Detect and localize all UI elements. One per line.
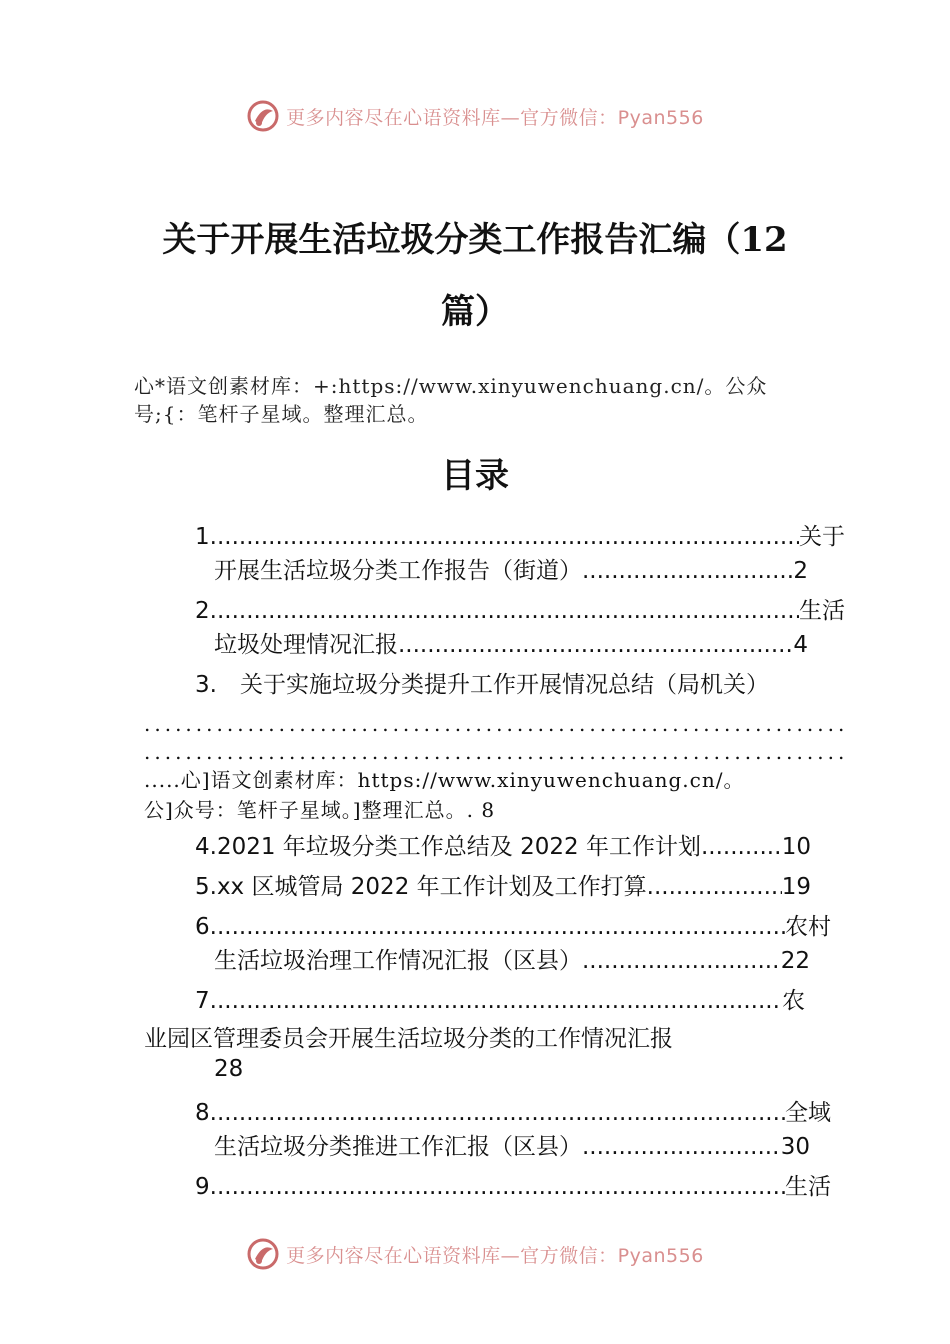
toc-item-3-note: .....心]语文创素材库：https://www.xinyuwenchuang.cn/。 xyxy=(144,768,745,792)
toc-item-6-cont[interactable]: 生活垃圾治理工作情况汇报（区县） ..... 22 xyxy=(214,942,810,974)
source-note xyxy=(134,372,854,428)
wechat-id: Pyan556 xyxy=(617,1244,704,1267)
header-banner xyxy=(0,96,950,136)
banner-text: 更多内容尽在心语资料库—官方微信：Pyan556 xyxy=(286,106,704,129)
banner-text: 更多内容尽在心语资料库—官方微信：Pyan556 xyxy=(286,1244,704,1267)
dot-leader xyxy=(210,1174,785,1200)
brand-logo-icon xyxy=(246,1237,280,1271)
page-number: 22 xyxy=(780,948,810,974)
dot-leader xyxy=(582,948,781,974)
dot-leader xyxy=(210,1100,785,1126)
toc-item-7-cont[interactable]: 业园区管理委员会开展生活垃圾分类的工作情况汇报 xyxy=(144,1026,673,1052)
toc-item-9[interactable]: 9 ..... 生活 xyxy=(195,1168,831,1200)
source-line-1: 心*语文创素材库：+:https://www.xinyuwenchuang.cn/。公众 xyxy=(134,374,768,398)
dot-leader xyxy=(582,558,793,584)
dot-leader-line xyxy=(144,712,844,736)
page-number: 2 xyxy=(793,558,808,584)
footer-banner xyxy=(0,1234,950,1274)
source-line-2: 号;{：笔杆子星域。整理汇总。 xyxy=(134,402,429,426)
dot-leader xyxy=(647,874,782,900)
toc-item-2[interactable]: 2 ..... 生活 xyxy=(195,592,845,624)
toc-item-2-cont[interactable]: 垃圾处理情况汇报 ..... 4 xyxy=(214,626,808,658)
page-number: 19 xyxy=(781,874,811,900)
toc-heading: 目录 xyxy=(441,456,509,496)
brand-logo-icon xyxy=(246,99,280,133)
dot-leader xyxy=(582,1134,781,1160)
document-title: 关于开展生活垃圾分类工作报告汇编（12 xyxy=(162,220,788,260)
toc-item-8-cont[interactable]: 生活垃圾分类推进工作汇报（区县） ..... 30 xyxy=(214,1128,810,1160)
toc-item-5[interactable]: 5.xx 区城管局 2022 年工作计划及工作打算 ..... 19 xyxy=(195,868,811,900)
toc-item-6[interactable]: 6 ..... 农村 xyxy=(195,908,831,940)
dot-leader xyxy=(210,598,799,624)
toc-item-3[interactable]: 3. 关于实施垃圾分类提升工作开展情况总结（局机关） xyxy=(195,672,769,698)
toc-item-4[interactable]: 4.2021 年垃圾分类工作总结及 2022 年工作计划 ..... 10 xyxy=(195,828,811,860)
wechat-id: Pyan556 xyxy=(617,106,704,129)
dot-leader xyxy=(701,834,782,860)
dot-leader-line xyxy=(144,740,844,764)
toc-item-3-note-page: 公]众号：笔杆子星域。]整理汇总。. 8 xyxy=(144,798,496,822)
page-number: 10 xyxy=(781,834,811,860)
toc-item-1[interactable]: 1 ..... 关于 xyxy=(195,518,845,550)
toc-item-8[interactable]: 8 ..... 全域 xyxy=(195,1094,831,1126)
toc-item-7[interactable]: 7 ..... 农 xyxy=(195,982,805,1014)
page-number: 4 xyxy=(793,632,808,658)
toc-item-1-cont[interactable]: 开展生活垃圾分类工作报告（街道） ..... 2 xyxy=(214,552,808,584)
dot-leader xyxy=(210,914,785,940)
page-number: 30 xyxy=(780,1134,810,1160)
document-title-continued: 篇） xyxy=(441,292,509,332)
page-number: 28 xyxy=(214,1056,244,1082)
dot-leader xyxy=(398,632,793,658)
dot-leader xyxy=(210,988,782,1014)
dot-leader xyxy=(210,524,799,550)
